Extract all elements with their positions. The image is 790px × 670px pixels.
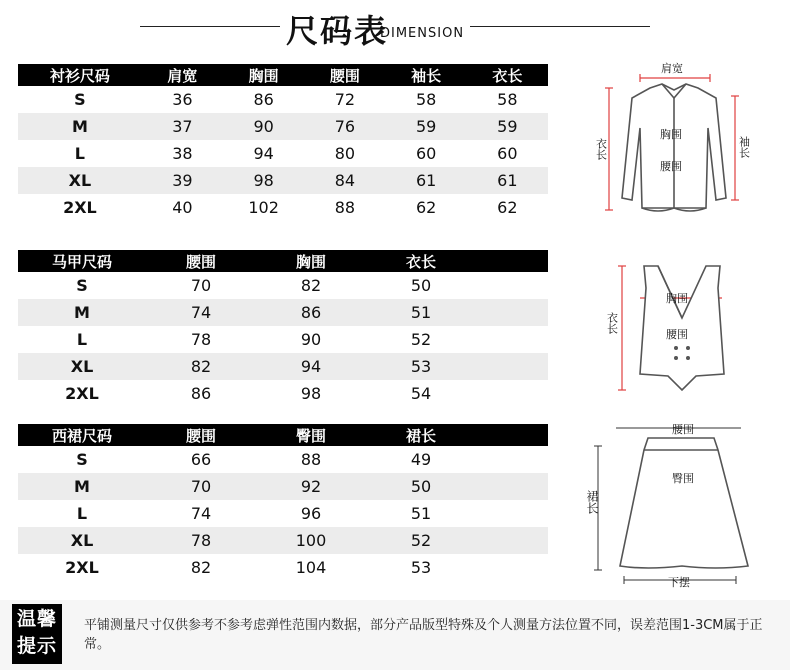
measurement-value: 88 [334, 198, 356, 217]
measurement-value: 82 [190, 558, 212, 577]
shirt-column-header: 胸围 [248, 66, 279, 85]
shirt-waist-label: 腰围 [660, 160, 682, 173]
skirt-column-header: 西裙尺码 [51, 426, 112, 445]
size-label: L [76, 330, 88, 349]
page-subtitle: DIMENSION [380, 26, 465, 41]
size-label: S [74, 90, 86, 109]
vest-column-header: 衣长 [405, 252, 436, 271]
table-row [18, 272, 548, 299]
skirt-column-header: 腰围 [185, 426, 216, 445]
measurement-value: 59 [497, 117, 518, 136]
measurement-value: 86 [190, 384, 212, 403]
measurement-value: 60 [497, 144, 518, 163]
measurement-value: 50 [410, 276, 432, 295]
measurement-value: 62 [497, 198, 518, 217]
table-row [18, 473, 548, 500]
header-rule-right [470, 26, 650, 27]
measurement-value: 102 [248, 198, 279, 217]
measurement-value: 53 [410, 357, 432, 376]
shirt-column-header: 衣长 [492, 66, 523, 85]
measurement-value: 82 [300, 276, 322, 295]
measurement-value: 88 [300, 450, 322, 469]
shirt-length-label: 衣长 [594, 138, 608, 160]
measurement-value: 96 [300, 504, 322, 523]
measurement-value: 58 [415, 90, 437, 109]
measurement-value: 72 [334, 90, 356, 109]
page-title: 尺码表 [286, 12, 389, 50]
measurement-value: 61 [497, 171, 518, 190]
measurement-value: 70 [190, 477, 212, 496]
page-header [0, 0, 790, 50]
measurement-value: 92 [300, 477, 322, 496]
measurement-value: 80 [334, 144, 356, 163]
measurement-value: 78 [190, 531, 212, 550]
skirt-hip-label: 臀围 [672, 472, 694, 485]
header-rule-left [140, 26, 280, 27]
measurement-value: 90 [253, 117, 274, 136]
tip-badge-line1: 温馨 [16, 608, 57, 630]
shirt-column-header: 肩宽 [167, 66, 198, 85]
shirt-column-header: 袖长 [411, 66, 442, 85]
table-row [18, 380, 548, 407]
measurement-value: 61 [415, 171, 437, 190]
measurement-value: 90 [300, 330, 322, 349]
measurement-value: 104 [295, 558, 327, 577]
measurement-value: 39 [172, 171, 193, 190]
measurement-value: 76 [334, 117, 356, 136]
measurement-value: 84 [334, 171, 356, 190]
size-label: S [76, 450, 88, 469]
vest-table-header [18, 250, 548, 272]
skirt-length-label: 裙长 [586, 490, 599, 514]
measurement-value: 58 [497, 90, 518, 109]
size-label: 2XL [65, 558, 99, 577]
measurement-value: 53 [410, 558, 432, 577]
measurement-value: 82 [190, 357, 212, 376]
shirt-diagram [592, 58, 762, 222]
size-label: 2XL [63, 198, 97, 217]
measurement-value: 52 [410, 531, 432, 550]
table-row [18, 113, 548, 140]
shirt-column-header: 腰围 [329, 66, 360, 85]
skirt-column-header: 臀围 [295, 426, 326, 445]
tip-badge-line2: 提示 [16, 635, 57, 657]
size-label: L [76, 504, 88, 523]
shirt-shoulder-label: 肩宽 [661, 62, 683, 75]
measurement-value: 94 [300, 357, 322, 376]
measurement-value: 98 [253, 171, 274, 190]
measurement-value: 52 [410, 330, 432, 349]
table-row [18, 353, 548, 380]
table-row [18, 86, 548, 113]
shirt-size-table [18, 64, 548, 221]
measurement-value: 86 [253, 90, 274, 109]
measurement-value: 86 [300, 303, 322, 322]
vest-size-table [18, 250, 548, 407]
measurement-value: 38 [172, 144, 193, 163]
measurement-value: 60 [415, 144, 437, 163]
skirt-hem-label: 下摆 [668, 576, 690, 589]
size-label: XL [68, 171, 92, 190]
measurement-value: 50 [410, 477, 432, 496]
vest-column-header: 胸围 [295, 252, 326, 271]
measurement-value: 74 [190, 303, 212, 322]
table-row [18, 500, 548, 527]
measurement-value: 98 [300, 384, 322, 403]
measurement-value: 62 [415, 198, 437, 217]
shirt-table-header [18, 64, 548, 86]
shirt-sleeve-label: 袖长 [737, 136, 751, 158]
skirt-table-header [18, 424, 548, 446]
shirt-column-header: 衬衫尺码 [49, 66, 110, 85]
table-row [18, 446, 548, 473]
shirt-chest-label: 胸围 [660, 128, 682, 141]
vest-chest-label: 胸围 [666, 292, 688, 305]
tip-badge [12, 604, 62, 664]
table-row [18, 194, 548, 221]
measurement-value: 51 [410, 504, 432, 523]
skirt-size-table [18, 424, 548, 581]
measurement-value: 74 [190, 504, 212, 523]
size-label: M [71, 117, 88, 136]
size-label: M [74, 477, 90, 496]
measurement-value: 100 [295, 531, 327, 550]
table-row [18, 140, 548, 167]
vest-column-header: 马甲尺码 [51, 252, 112, 271]
measurement-value: 36 [172, 90, 193, 109]
skirt-diagram [586, 418, 766, 597]
vest-diagram [600, 258, 750, 402]
vest-waist-label: 腰围 [666, 328, 688, 341]
table-row [18, 167, 548, 194]
measurement-value: 54 [410, 384, 432, 403]
measurement-value: 59 [415, 117, 437, 136]
measurement-value: 94 [253, 144, 274, 163]
measurement-value: 49 [410, 450, 432, 469]
size-label: M [74, 303, 90, 322]
size-label: S [76, 276, 88, 295]
measurement-value: 66 [190, 450, 212, 469]
measurement-value: 37 [172, 117, 193, 136]
table-row [18, 326, 548, 353]
measurement-value: 40 [172, 198, 193, 217]
measurement-value: 51 [410, 303, 432, 322]
skirt-waist-label: 腰围 [672, 423, 694, 436]
measurement-value: 70 [190, 276, 212, 295]
vest-length-label: 衣长 [605, 312, 619, 334]
vest-column-header: 腰围 [185, 252, 216, 271]
tip-text: 平铺测量尺寸仅供参考不参考虑弹性范围内数据，部分产品版型特殊及个人测量方法位置不同，误差范围1-3CM属于正常。 [84, 618, 763, 652]
measurement-value: 78 [190, 330, 212, 349]
size-label: XL [70, 357, 94, 376]
table-row [18, 527, 548, 554]
skirt-column-header: 裙长 [405, 426, 436, 445]
size-label: L [74, 144, 85, 163]
size-label: 2XL [65, 384, 99, 403]
table-row [18, 299, 548, 326]
table-row [18, 554, 548, 581]
size-label: XL [70, 531, 94, 550]
